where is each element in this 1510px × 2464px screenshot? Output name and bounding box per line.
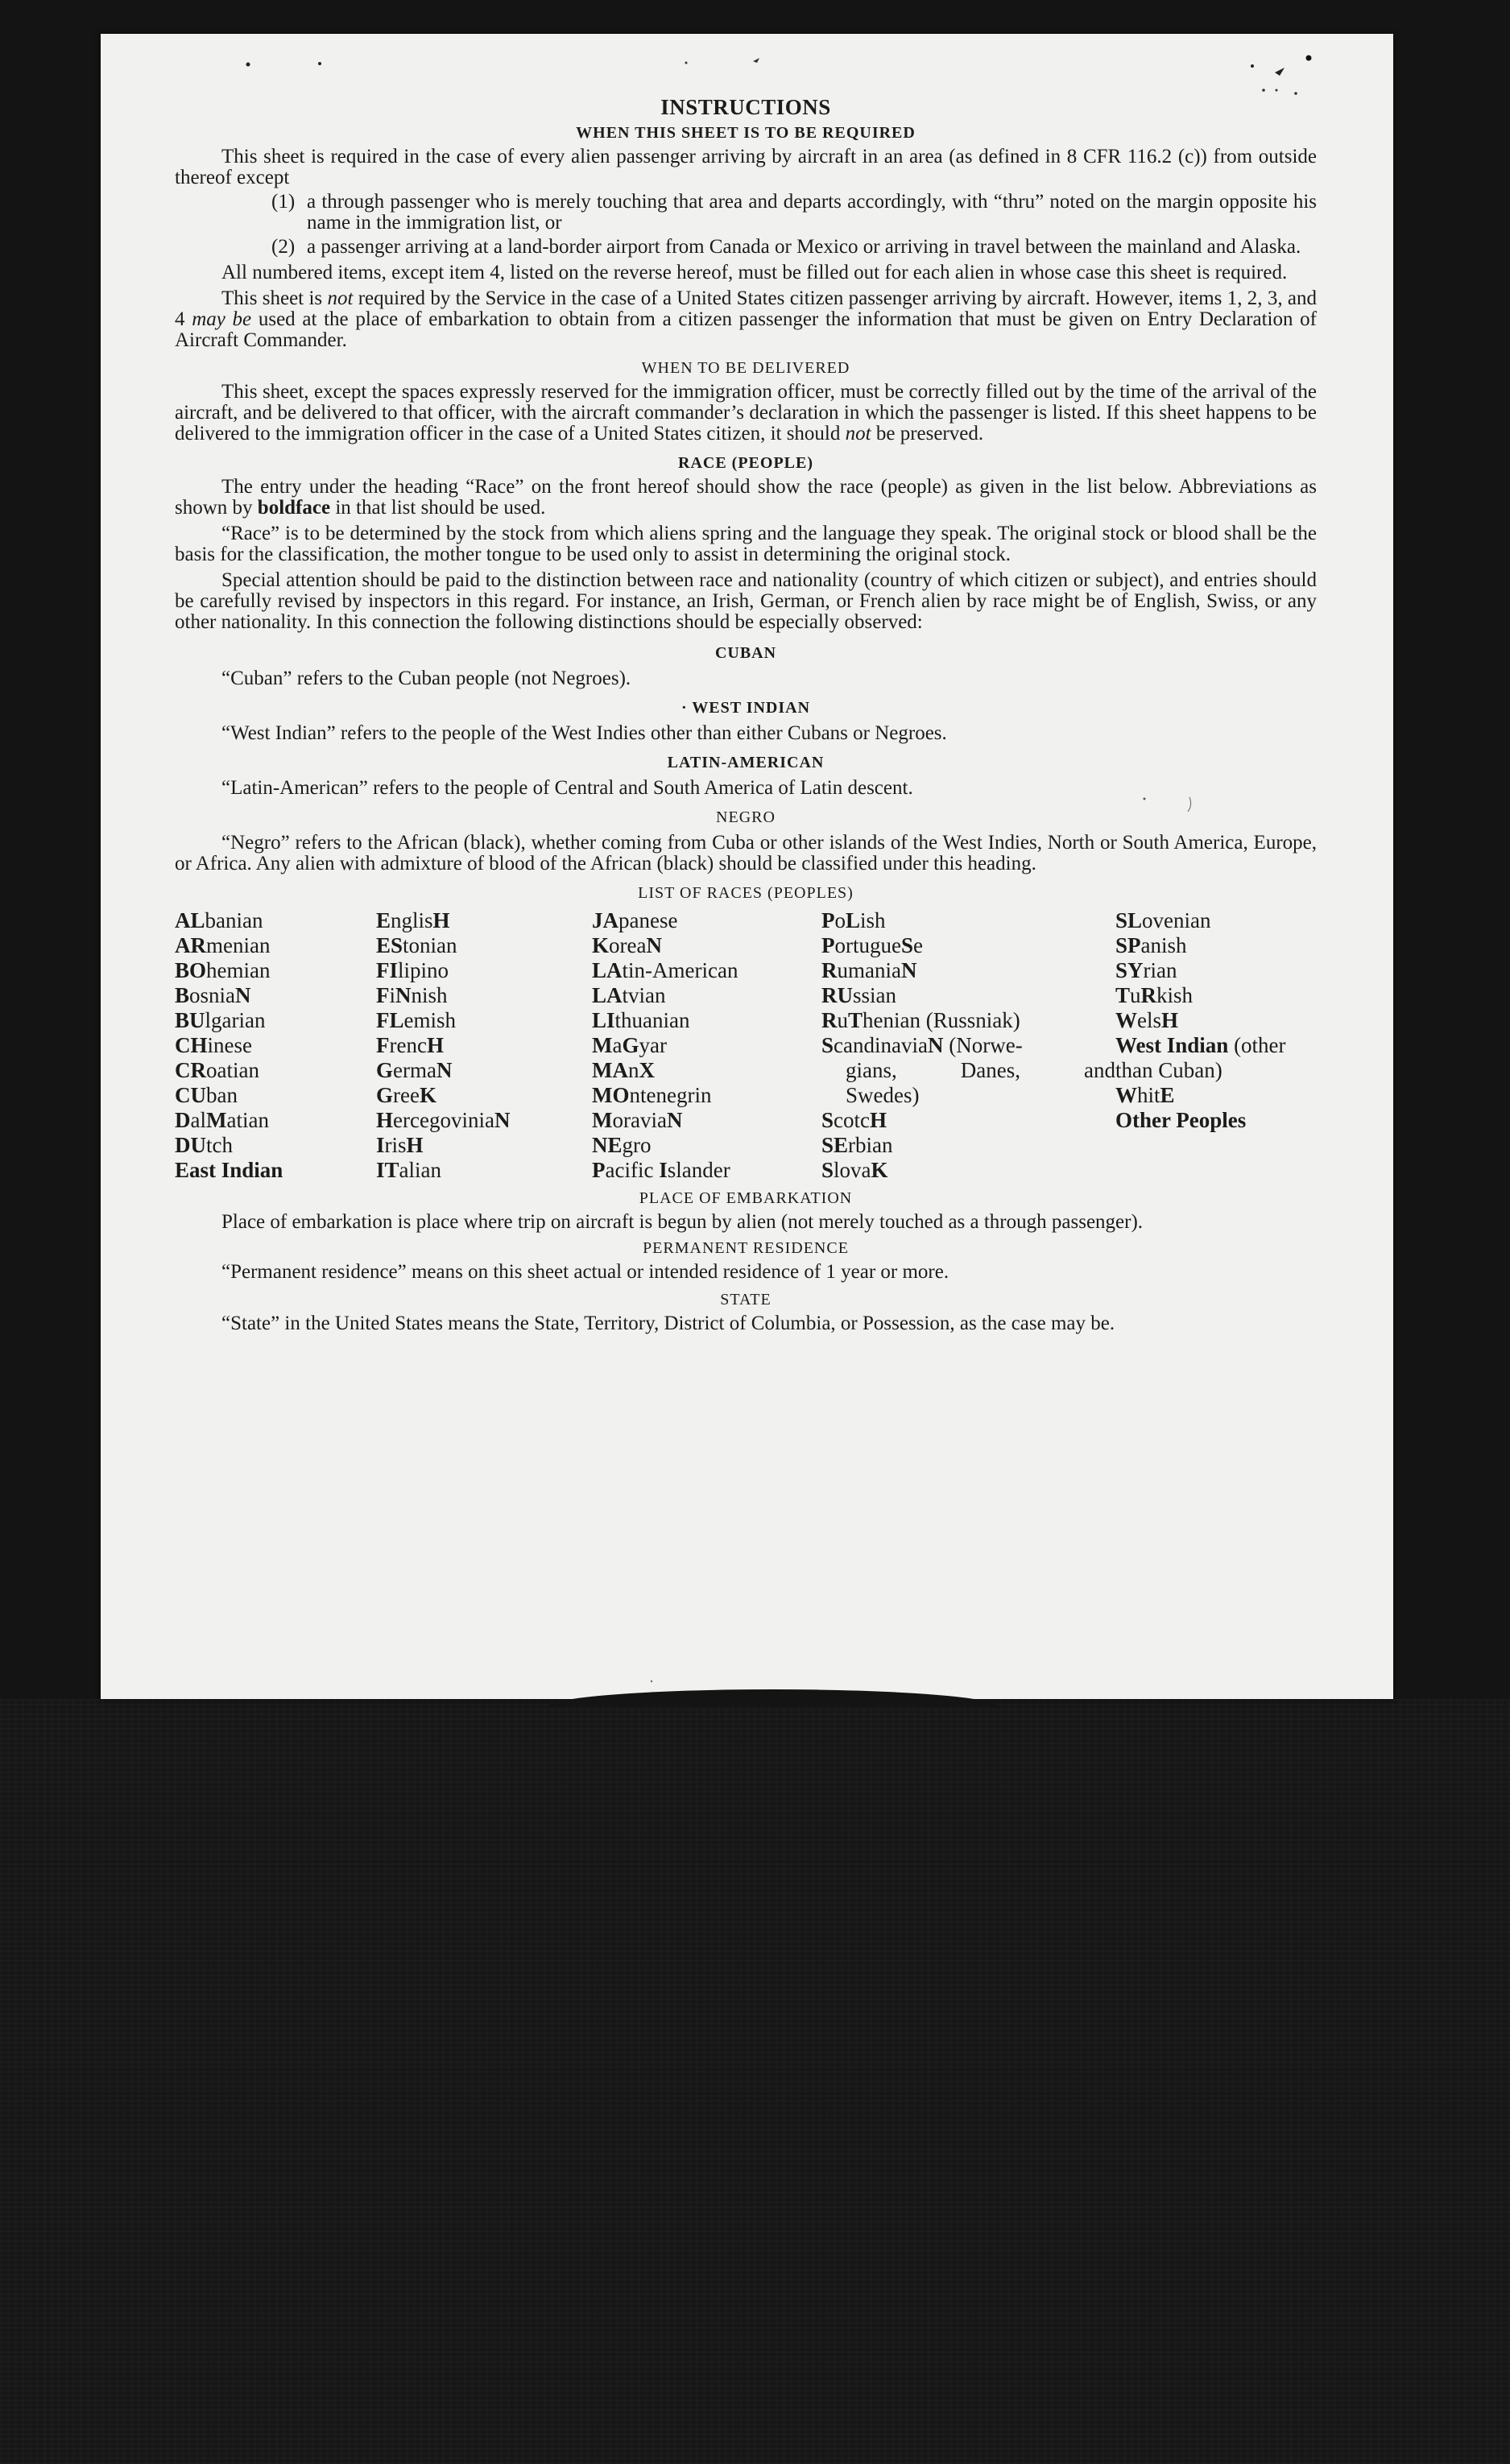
race-entry: MOntenegrin [592,1083,712,1107]
race-column [592,908,821,1183]
race-column [175,908,376,1183]
page-title: INSTRUCTIONS [660,95,831,119]
item-number: (1) [271,191,296,213]
race-entry: PoLish [821,908,886,932]
race-entry: RuThenian (Russniak) [821,1008,1020,1032]
race-paragraph-3: Special attention should be paid to the distinction between race and nationality (country of which citizen or subject), and entries should be carefully revised by inspectors in this regard. For instance, an Irish, German, or French alien by race might be of English, Swiss, or any other nationality. In this connection the following distinctions should be especially observed: [175,569,1317,633]
section-heading-when-required: WHEN THIS SHEET IS TO BE REQUIRED [576,124,916,142]
race-entry: CUban [175,1083,238,1107]
race-entry: RUssian [821,983,896,1007]
race-entry: TuRkish [1115,983,1194,1007]
race-entry: PortugueSe [821,933,923,957]
race-column [376,908,592,1183]
race-entry: FIlipino [376,958,449,982]
race-entry: ARmenian [175,933,271,957]
place-of-embarkation-text: Place of embarkation is place where trip on aircraft is begun by alien (not merely touched as a through passenger). [221,1211,1144,1233]
section-heading-state: STATE [720,1291,772,1308]
race-entry: CRoatian [175,1058,259,1082]
race-entry: IrisH [376,1133,424,1157]
race-entry: MaGyar [592,1033,667,1057]
race-entry: LAtvian [592,983,666,1007]
numbered-items-paragraph: All numbered items, except item 4, listed on the reverse hereof, must be filled out for each alien in whose case this sheet is required. [221,262,1288,283]
instructions-content [175,97,1317,1334]
race-entry: JApanese [592,908,678,932]
race-column [1115,908,1317,1183]
race-entry: EStonian [376,933,457,957]
when-delivered-paragraph: This sheet, except the spaces expressly reserved for the immigration officer, must be correctly filled out by the time of the arrival of the aircraft, and be delivered to that officer, with the aircraft commander’s declaration in which the passenger is listed. If this sheet happens to be delivered to the immigration officer in the case of a United States citizen, it should not be preserved. [175,381,1317,444]
race-entry: Pacific Islander [592,1158,730,1182]
definition-heading-cuban: CUBAN [714,644,777,662]
citizen-paragraph: This sheet is not required by the Service in the case of a United States citizen passenger arriving by aircraft. However, items 1, 2, 3, and 4 may be used at the place of embarkation to obtain from a citizen passenger the information that must be given on Entry Declaration of Aircraft Commander. [175,287,1318,351]
race-entry: WhitE [1115,1083,1175,1107]
item-number: (2) [271,236,296,258]
race-entry: KoreaN [592,933,662,957]
definition-heading-negro: NEGRO [716,808,776,826]
document-sheet [101,34,1393,1699]
race-entry: Other Peoples [1115,1108,1247,1132]
definition-text-latin-american: “Latin-American” refers to the people of Central and South America of Latin descent. [221,777,913,799]
definition-text-west-indian: “West Indian” refers to the people of the West Indies other than either Cubans or Negroes. [221,722,947,744]
exception-item [271,192,1317,234]
race-paragraph-2: “Race” is to be determined by the stock from which aliens spring and the language they speak. The original stock or blood shall be the basis for the classification, the mother tongue to be used only to assist in determining the original stock. [175,523,1317,565]
race-entry: SlovaK [821,1158,888,1182]
state-text: “State” in the United States means the State, Territory, District of Columbia, or Possession, as the case may be. [221,1313,1115,1334]
race-entry: BOhemian [175,958,271,982]
race-entry: SErbian [821,1133,893,1157]
race-entry: DUtch [175,1133,233,1157]
race-entry: DalMatian [175,1108,269,1132]
race-entry: SPanish [1115,933,1187,957]
section-heading-when-delivered: WHEN TO BE DELIVERED [641,359,850,377]
film-background [0,1699,1510,2464]
section-heading-race: RACE (PEOPLE) [678,454,813,472]
race-entry: West Indian (other [1115,1033,1286,1057]
race-entry: MoraviaN [592,1108,683,1132]
permanent-residence-text: “Permanent residence” means on this sheet actual or intended residence of 1 year or more. [221,1261,949,1283]
race-entry: WelsH [1115,1008,1179,1032]
race-entry: CHinese [175,1033,252,1057]
races-list [175,908,1317,1183]
definition-text-cuban: “Cuban” refers to the Cuban people (not Negroes). [221,668,631,689]
race-entry: than Cuban) [1115,1058,1222,1082]
definition-heading-latin-american: LATIN-AMERICAN [667,754,825,771]
definition-text-negro: “Negro” refers to the African (black), whether coming from Cuba or other islands of the West Indies, North or South America, Europe, or Africa. Any alien with admixture of blood of the African (black) should be classified under this heading. [175,832,1317,874]
race-entry: FrencH [376,1033,444,1057]
race-entry: FiNnish [376,983,448,1007]
race-entry: East Indian [175,1158,283,1182]
race-entry: NEgro [592,1133,652,1157]
race-entry: ITalian [376,1158,442,1182]
race-entry: ScotcH [821,1108,887,1132]
race-entry: GreeK [376,1083,436,1107]
section-heading-place-of-embarkation: PLACE OF EMBARKATION [639,1189,853,1207]
race-entry: LAtin-American [592,958,738,982]
race-entry: SLovenian [1115,908,1211,932]
race-column [821,908,1115,1183]
race-entry: BosniaN [175,983,251,1007]
race-entry: LIthuanian [592,1008,690,1032]
race-entry: HercegoviniaN [376,1108,511,1132]
race-entry: gians, Danes, and [846,1058,1115,1082]
race-entry: MAnX [592,1058,655,1082]
definition-heading-west-indian: · WEST INDIAN [681,699,811,717]
race-entry: RumaniaN [821,958,917,982]
race-entry: ScandinaviaN (Norwe- [821,1033,1023,1057]
race-entry: FLemish [376,1008,457,1032]
race-entry: GermaN [376,1058,453,1082]
item-text: a through passenger who is merely touching that area and departs accordingly, with “thru” noted on the margin opposite his name in the immigration list, or [307,191,1317,234]
race-paragraph-1: The entry under the heading “Race” on the front hereof should show the race (people) as given in the list below. Abbreviations as shown by boldface in that list should be used. [175,476,1317,519]
race-entry: Swedes) [846,1083,920,1107]
race-entry: BUlgarian [175,1008,266,1032]
race-entry: ALbanian [175,908,263,932]
race-entry: SYrian [1115,958,1177,982]
item-text: a passenger arriving at a land-border airport from Canada or Mexico or arriving in travel between the mainland and Alaska. [307,236,1301,258]
list-of-races-heading: LIST OF RACES (PEOPLES) [638,884,854,902]
race-entry: EnglisH [376,908,450,932]
when-required-intro: This sheet is required in the case of every alien passenger arriving by aircraft in an area (as defined in 8 CFR 116.2 (c)) from outside thereof except [175,146,1317,188]
section-heading-permanent-residence: PERMANENT RESIDENCE [643,1239,849,1257]
exception-item [271,237,1317,258]
